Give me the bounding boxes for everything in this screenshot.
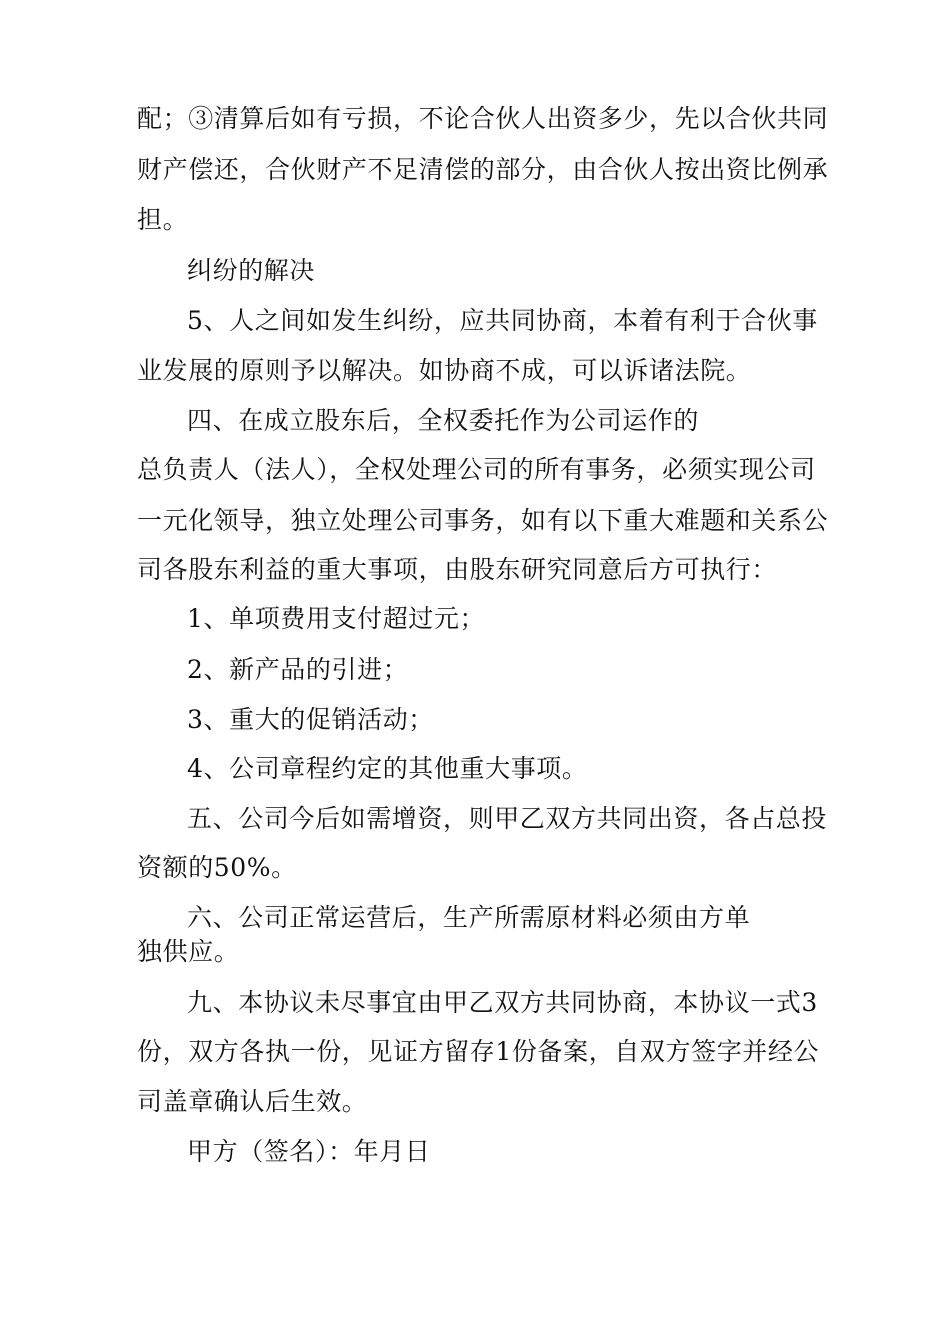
paragraph-line: 司各股东利益的重大事项，由股东研究同意后方可执行：	[137, 555, 778, 584]
paragraph-line: 5、人之间如发生纠纷，应共同协商，本着有利于合伙事	[187, 306, 818, 335]
list-item: 1、单项费用支付超过元；	[187, 604, 486, 633]
paragraph-line: 份，双方各执一份，见证方留存1份备案，自双方签字并经公	[137, 1037, 820, 1066]
paragraph-line: 财产偿还，合伙财产不足清偿的部分，由合伙人按出资比例承	[137, 155, 829, 184]
list-item: 4、公司章程约定的其他重大事项。	[187, 754, 588, 783]
signature-line: 甲方（签名）：年月日	[187, 1137, 431, 1166]
paragraph-line: 六、公司正常运营后，生产所需原材料必须由方单	[187, 903, 751, 932]
paragraph-line: 总负责人（法人），全权处理公司的所有事务，必须实现公司	[137, 455, 816, 484]
list-item: 3、重大的促销活动；	[187, 705, 434, 734]
paragraph-line: 资额的50%。	[137, 853, 297, 882]
paragraph-line: 配；③清算后如有亏损，不论合伙人出资多少，先以合伙共同	[137, 104, 829, 133]
paragraph-line: 五、公司今后如需增资，则甲乙双方共同出资，各占总投	[187, 804, 828, 833]
paragraph-line: 独供应。	[137, 937, 240, 966]
paragraph-line: 司盖章确认后生效。	[137, 1087, 368, 1116]
paragraph-line: 业发展的原则予以解决。如协商不成，可以诉诸法院。	[137, 356, 752, 385]
paragraph-line: 四、在成立股东后，全权委托作为公司运作的	[187, 406, 700, 435]
paragraph-line: 担。	[137, 205, 189, 234]
section-heading: 纠纷的解决	[187, 256, 316, 285]
paragraph-line: 九、本协议未尽事宜由甲乙双方共同协商，本协议一式3	[187, 988, 818, 1017]
paragraph-line: 一元化领导，独立处理公司事务，如有以下重大难题和关系公	[137, 506, 829, 535]
list-item: 2、新产品的引进；	[187, 655, 409, 684]
